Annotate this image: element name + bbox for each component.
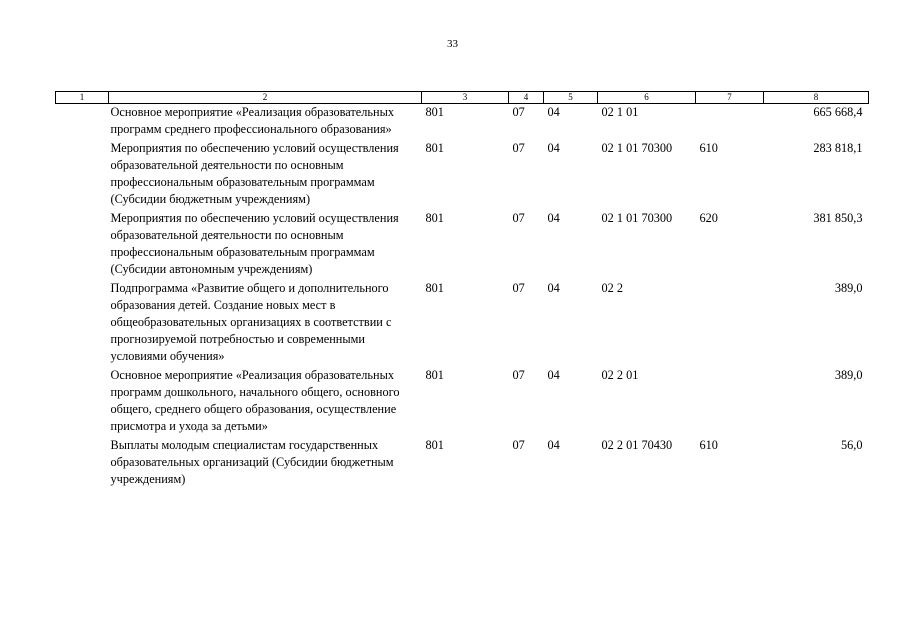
header-col-1: 1 — [56, 92, 109, 104]
table-row — [56, 210, 869, 280]
section-code: 07 — [512, 105, 525, 119]
header-col-7: 7 — [696, 92, 764, 104]
target-article-code: 02 1 01 — [601, 105, 639, 119]
target-article-code: 02 2 — [601, 281, 624, 295]
header-col-3: 3 — [422, 92, 509, 104]
table-row — [56, 140, 869, 210]
section-code: 07 — [512, 281, 525, 295]
section-code: 07 — [512, 438, 525, 452]
table-row — [56, 280, 869, 367]
expense-type-code: 620 — [699, 211, 718, 225]
table-row — [56, 104, 869, 141]
expense-type-code — [696, 280, 764, 367]
row-number-cell — [56, 140, 109, 210]
table-body — [56, 104, 869, 491]
item-name: Мероприятия по обеспечению условий осуществления образовательной деятельности по основным профессиональным образовательным программам (Субсидии бюджетным учреждениям) — [110, 141, 399, 206]
item-name: Основное мероприятие «Реализация образовательных программ дошкольного, начального общего, основного общего, среднего общего образования, осуществление присмотра и ухода за детьми» — [110, 368, 400, 433]
amount: 389,0 — [834, 368, 863, 382]
row-number-cell — [56, 280, 109, 367]
subsection-code: 04 — [547, 105, 560, 119]
table-header — [56, 92, 869, 104]
page-number: 33 — [447, 38, 458, 50]
expense-type-code — [696, 104, 764, 141]
amount: 283 818,1 — [813, 141, 863, 155]
expense-type-code — [696, 367, 764, 437]
amount: 381 850,3 — [813, 211, 863, 225]
ministry-code: 801 — [425, 141, 444, 155]
header-col-2: 2 — [109, 92, 422, 104]
expense-type-code: 610 — [699, 438, 718, 452]
section-code: 07 — [512, 141, 525, 155]
subsection-code: 04 — [547, 438, 560, 452]
ministry-code: 801 — [425, 368, 444, 382]
item-name: Выплаты молодым специалистам государственных образовательных организаций (Субсидии бюджетным учреждениям) — [110, 438, 394, 486]
header-col-5: 5 — [544, 92, 598, 104]
budget-table — [55, 91, 869, 490]
ministry-code: 801 — [425, 281, 444, 295]
header-col-8: 8 — [764, 92, 869, 104]
item-name: Основное мероприятие «Реализация образовательных программ среднего профессионального образования» — [110, 105, 394, 136]
header-row — [56, 92, 869, 104]
row-number-cell — [56, 437, 109, 490]
item-name: Подпрограмма «Развитие общего и дополнительного образования детей. Создание новых мест в общеобразовательных организациях в соответствии с прогнозируемой потребностью и современными условиями обучения» — [110, 281, 392, 363]
table-row — [56, 437, 869, 490]
row-number-cell — [56, 210, 109, 280]
ministry-code: 801 — [425, 211, 444, 225]
target-article-code: 02 1 01 70300 — [601, 211, 673, 225]
ministry-code: 801 — [425, 438, 444, 452]
row-number-cell — [56, 367, 109, 437]
target-article-code: 02 1 01 70300 — [601, 141, 673, 155]
item-name: Мероприятия по обеспечению условий осуществления образовательной деятельности по основным профессиональным образовательным программам (Субсидии автономным учреждениям) — [110, 211, 399, 276]
header-col-6: 6 — [598, 92, 696, 104]
subsection-code: 04 — [547, 141, 560, 155]
ministry-code: 801 — [425, 105, 444, 119]
section-code: 07 — [512, 368, 525, 382]
subsection-code: 04 — [547, 281, 560, 295]
amount: 56,0 — [840, 438, 863, 452]
target-article-code: 02 2 01 70430 — [601, 438, 673, 452]
amount: 389,0 — [834, 281, 863, 295]
target-article-code: 02 2 01 — [601, 368, 639, 382]
section-code: 07 — [512, 211, 525, 225]
subsection-code: 04 — [547, 368, 560, 382]
subsection-code: 04 — [547, 211, 560, 225]
expense-type-code: 610 — [699, 141, 718, 155]
amount: 665 668,4 — [813, 105, 863, 119]
header-col-4: 4 — [509, 92, 544, 104]
table-row — [56, 367, 869, 437]
row-number-cell — [56, 104, 109, 141]
